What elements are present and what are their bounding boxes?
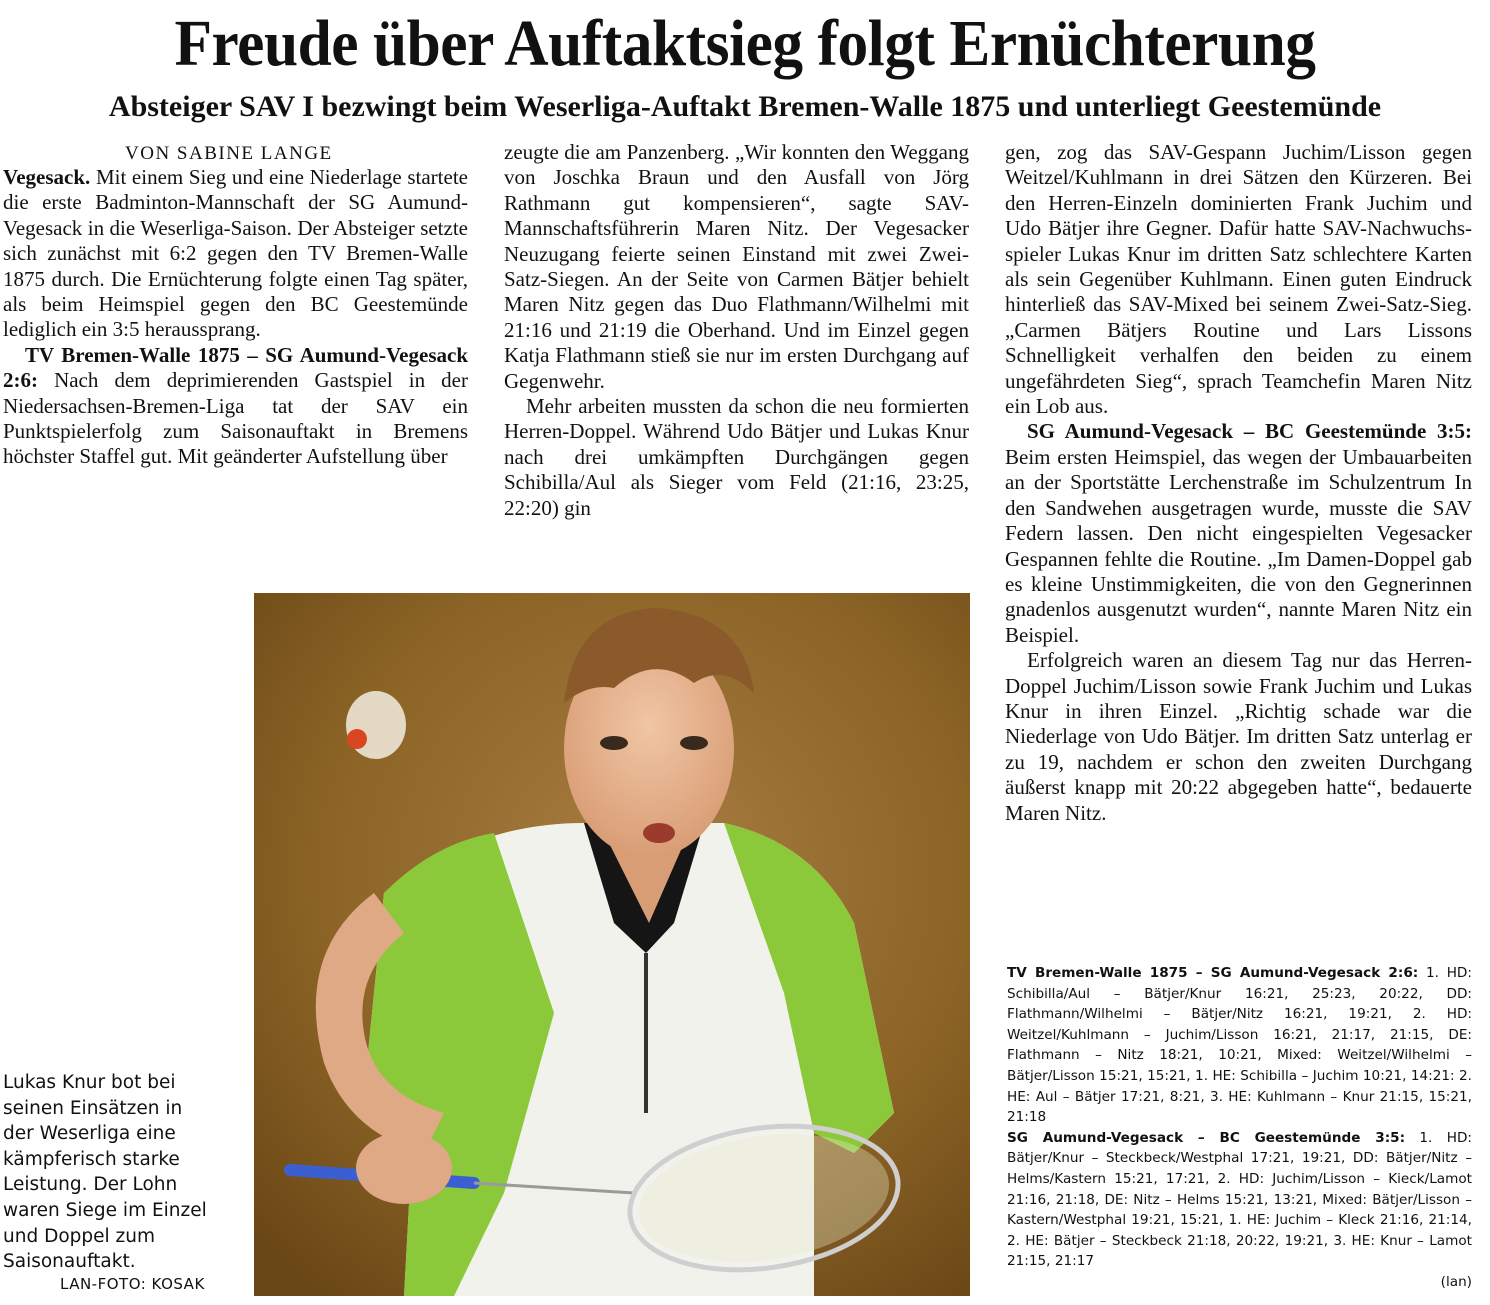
badminton-player-photo [254, 593, 970, 1296]
paragraph-text: Mehr arbeiten mussten da schon die neu formierten Herren-Doppel. Während Udo Bätjer und Lukas Knur nach drei umkämpften Durchgängen gegen Schibilla/Aul als Sieger vom Feld (21:16, 23:25, 22:20) gin [504, 394, 969, 520]
photo-credit: LAN-FOTO: KOSAK [60, 1275, 205, 1293]
article-column-2 [504, 140, 969, 521]
paragraph [504, 394, 969, 521]
subheadline: Absteiger SAV I bezwingt beim Weserliga-Auftakt Bremen-Walle 1875 und unterliegt Geestemünde [108, 90, 1382, 123]
paragraph-text: zeugte die am Panzenberg. „Wir konnten den Weggang von Joschka Braun und den Ausfall von Jörg Rathmann gut kompensieren“, sagte SAV-Mannschaftsführerin Maren Nitz. Der Vegesacker Neuzugang feierte seinen Einstand mit zwei Zwei-Satz-Siegen. An der Seite von Carmen Bätjer behielt Maren Nitz gegen das Duo Flathmann/Wilhelmi mit 21:16 und 21:19 die Oberhand. Und im Einzel gegen Katja Flathmann stieß sie nur im ersten Durchgang auf Gegenwehr. [504, 140, 969, 393]
results-box [1007, 963, 1472, 1293]
byline: VON SABINE LANGE [125, 143, 333, 164]
section-lead: SG Aumund-Vegesack – BC Geestemünde 3:5: [1027, 419, 1472, 444]
result-block [1007, 1128, 1472, 1293]
paragraph [3, 165, 468, 343]
section-lead: TV Bremen-Walle 1875 – SG Aumund-Vegesack 2:6: [3, 342, 468, 393]
paragraph-text: Mit einem Sieg und eine Niederlage startete die erste Badminton-Mannschaft der SG Aumund-Vegesack in die Weserliga-Saison. Der Absteiger setzte sich zunächst mit 6:2 gegen den TV Bremen-Walle 1875 durch. Die Ernüchterung folgte einen Tag später, als beim Heimspiel gegen den BC Geestemünde lediglich ein 3:5 heraussprang. [3, 165, 468, 342]
paragraph-text: Beim ersten Heimspiel, das wegen der Umbauarbeiten an der Sportstätte Lerchenstraße im Schulzentrum In den Sandwehen ausgetragen wurde, musste die SAV Federn lassen. Den nicht eingespielten Vegesacker Gespannen fehlte die Routine. „Im Damen-Doppel gab es kleine Unstimmigkeiten, die von den Gegnerinnen gnadenlos ausgenutzt wurden“, nannte Maren Nitz ein Beispiel. [1005, 444, 1472, 647]
result-block [1007, 963, 1472, 1128]
paragraph [1005, 648, 1472, 826]
headline: Freude über Auftaktsieg folgt Ernüchterung [174, 7, 1316, 80]
paragraph [1005, 419, 1472, 648]
paragraph-text: Nach dem deprimierenden Gastspiel in der Niedersachsen-Bremen-Liga tat der SAV ein Punktspielerfolg zum Saisonauftakt in Bremens höchster Staffel gut. Mit geänderter Aufstellung über [3, 368, 468, 469]
paragraph-text: Erfolgreich waren an diesem Tag nur das Herren-Doppel Juchim/Lisson sowie Frank Juchim und Lukas Knur in ihren Einzel. „Richtig schade war die Niederlage von Udo Bätjer. Im dritten Satz unterlag er zu 19, nachdem er schon den zweiten Durchgang äußerst knapp mit 20:22 abgegeben hatte“, bedauerte Maren Nitz. [1005, 648, 1472, 825]
result-text: 1. HD: Schibilla/Aul – Bätjer/Knur 16:21, 25:23, 20:22, DD: Flathmann/Wilhelmi – Bätjer/Nitz 16:21, 19:21, 2. HD: Weitzel/Kuhlmann – Juchim/Lisson 16:21, 21:17, 21:15, DE: Flathmann – Nitz 18:21, 10:21, Mixed: Weitzel/Wilhelmi – Bätjer/Lisson 15:21, 15:21, 1. HE: Schibilla – Juchim 10:21, 14:21: 2. HE: Aul – Bätjer 17:21, 8:21, 3. HE: Kuhlmann – Knur 21:15, 15:21, 21:18 [1007, 965, 1472, 1126]
photo-caption: Lukas Knur bot bei seinen Einsätzen in der Weserliga eine kämpferisch starke Leistung. Der Lohn waren Siege im Einzel und Doppel zum Saisonauftakt. [3, 1072, 207, 1273]
paragraph [504, 140, 969, 394]
dateline: Vegesack. [3, 165, 91, 189]
result-text: 1. HD: Bätjer/Knur – Steckbeck/Westphal 17:21, 19:21, DD: Bätjer/Nitz – Helms/Kastern 15:21, 17:21, 2. HD: Juchim/Lisson – Kieck/Lamot 21:16, 21:18, DE: Nitz – Helms 15:21, 13:21, Mixed: Bätjer/Lisson – Kastern/Westphal 19:21, 15:21, 1. HE: Juchim – Kleck 21:16, 21:14, 2. HE: Bätjer – Steckbeck 21:18, 20:22, 19:21, 3. HE: Knur – Lamot 21:15, 21:17 [1007, 1129, 1472, 1270]
player-illustration [254, 593, 970, 1296]
author-credit: (lan) [1440, 1273, 1472, 1290]
result-heading: TV Bremen-Walle 1875 – SG Aumund-Vegesack 2:6: [1007, 965, 1419, 981]
paragraph [3, 343, 468, 470]
paragraph-text: gen, zog das SAV-Gespann Juchim/Lisson gegen Weitzel/Kuhlmann in drei Sätzen den Kürzeren. Bei den Herren-Einzeln dominierten Frank Juchim und Udo Bätjer ihre Gegner. Dafür hatte SAV-Nachwuchsspieler Lukas Knur im dritten Satz schlechtere Karten als sein Gegenüber Kuhlmann. Einen guten Eindruck hinterließ das SAV-Mixed bei seinem Zwei-Satz-Sieg. „Carmen Bätjers Routine und Lars Lissons Schnelligkeit verhalfen den beiden zu einem ungefährdeten Sieg“, sprach Teamchefin Maren Nitz ein Lob aus. [1005, 140, 1472, 419]
result-heading: SG Aumund-Vegesack – BC Geestemünde 3:5: [1007, 1129, 1406, 1146]
paragraph [1005, 140, 1472, 419]
player-hand [356, 1132, 452, 1204]
article-column-3 [1005, 140, 1472, 826]
shuttlecock-icon [346, 691, 406, 759]
article-column-1 [3, 165, 468, 470]
